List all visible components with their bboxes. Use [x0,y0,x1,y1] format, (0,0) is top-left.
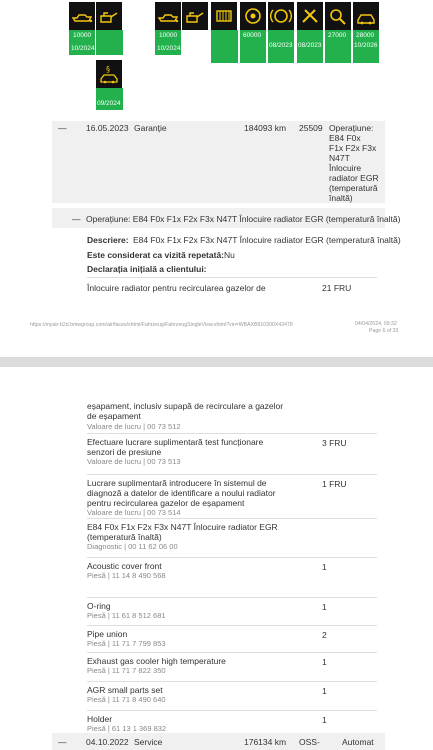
document-page-7 [0,367,433,750]
collapse-toggle[interactable]: — [58,123,67,133]
work-item-row [87,656,377,675]
repeat-visit-value: Nu [224,250,235,260]
work-item-qty: 1 FRU [322,479,347,489]
record-code-2: OSS- [299,737,320,747]
description-label: Descriere: [87,235,129,245]
work-item-line: Lucrare suplimentară introducere în sistemul de [87,478,267,488]
footer-url: https://myair-b2d.bmwgroup.com/air/faces/xhtml/Fahrzeug/FahrzeugSingleView.xhtml?vin=WBAXB910300X43478 [30,322,293,328]
work-item-qty: 2 [322,630,327,640]
work-item-qty: 1 [322,715,327,725]
row-divider [87,710,377,711]
record-description: Operațiune: E84 F0x F1x F2x F3x N47T Înlocuire radiator EGR (temperatură înaltă) [329,123,379,203]
work-item-code: Piesă | 61 13 1 369 832 [87,724,167,733]
work-item-line: AGR small parts set [87,685,163,695]
work-item-code: Piesă | 11 61 8 512 681 [87,611,166,620]
record-type: Garanție [134,123,167,133]
work-item-row [87,561,377,580]
work-item-qty: 1 [322,562,327,572]
work-item-qty: 21 FRU [322,283,352,293]
engine-oil-icon [69,2,95,30]
row-divider [87,474,377,475]
work-item-row [87,714,377,733]
air-filter-icon [211,2,237,30]
service-box-oil-3: 10000 10/2024 [155,30,181,55]
record-date-2: 04.10.2022 [86,737,129,747]
work-item-line: Pipe union [87,629,128,639]
service-box-oil-2 [96,30,123,55]
service-box-oil: 10000 10/2024 [69,30,95,55]
operation-toggle[interactable]: — [72,214,81,224]
work-item-code: Piesă | 11 71 8 490 640 [87,695,166,704]
work-item-qty: 1 [322,657,327,667]
service-box-tools: 08/2023 [297,30,323,63]
work-item-line: (temperatură înaltă) [87,532,162,542]
divider [87,277,377,278]
paragraph-car-icon [96,60,122,88]
work-item-row [87,685,377,704]
service-box-vehicle-check: 27000 [325,30,351,63]
work-item-line: senzori de presiune [87,447,162,457]
record-mileage-2: 176134 km [244,737,287,747]
work-item-qty: 1 [322,602,327,612]
work-item-code: Diagnostic | 00 11 62 06 00 [87,542,178,551]
service-box-air-filter [211,30,238,63]
work-item-qty: 3 FRU [322,438,347,448]
row-divider [87,625,377,626]
vehicle-check-icon [325,2,351,30]
service-box-brake-disc: 60000 [240,30,266,63]
row-divider [87,557,377,558]
row-divider [87,681,377,682]
footer-date: 04/04/2024, 09:32 [355,321,397,327]
operation-title: Operațiune: E84 F0x F1x F2x F3x N47T Înlocuire radiator EGR (temperatură înaltă) [86,214,401,224]
document-page-6 [0,0,433,357]
inspection-car-icon [353,2,379,30]
work-item-row [87,629,377,648]
repeat-visit-label: Este considerat ca vizită repetată: [87,250,225,260]
collapse-toggle-2[interactable]: — [58,737,67,747]
work-item-code: Piesă | 11 71 7 822 350 [87,666,166,675]
description-value: E84 F0x F1x F2x F3x N47T Înlocuire radiator EGR (temperatură înaltă) [133,235,401,245]
work-item-row [87,601,377,620]
row-divider [87,518,377,519]
work-item-code: Valoare de lucru | 00 73 514 [87,508,181,517]
service-box-inspection: 28000 10/2026 [353,30,379,63]
service-box-brake-pads: 08/2023 [268,30,294,63]
work-item-row [87,522,377,551]
work-item-code: Piesă | 11 71 7 799 853 [87,639,166,648]
record-date: 16.05.2023 [86,123,129,133]
oil-can-icon [182,2,208,30]
work-item-qty: 1 [322,686,327,696]
row-divider [87,597,377,598]
work-item-line: E84 F0x F1x F2x F3x N47T Înlocuire radiator EGR [87,522,278,532]
work-item-code: Piesă | 11 14 8 490 568 [87,571,166,580]
oil-can-icon [96,2,122,30]
brake-disc-icon [240,2,266,30]
engine-oil-icon [155,2,181,30]
work-item-line: Acoustic cover front [87,561,162,571]
work-item-line: Holder [87,714,113,724]
continued-sub: Valoare de lucru | 00 73 512 [87,422,181,431]
row-divider [87,433,377,434]
work-item-line: O-ring [87,601,111,611]
footer-page-number: Page 6 of 33 [369,328,399,334]
brake-pads-icon [268,2,294,30]
row-divider [87,652,377,653]
customer-declaration-label: Declarația inițială a clientului: [87,264,207,274]
record-type-2: Service [134,737,163,747]
work-item-line: Exhaust gas cooler high temperature [87,656,226,666]
record-code: 25509 [299,123,323,133]
work-item-line: diagnoză a datelor de identificare a noului radiator [87,488,276,498]
work-item-line: Efectuare lucrare suplimentară test funcționare [87,437,264,447]
work-item-text: Înlocuire radiator pentru recircularea gazelor de [87,283,266,293]
wrench-tools-icon [297,2,323,30]
work-item-line: pentru recircularea gazelor de eșapament [87,498,245,508]
continued-text: eșapament, inclusiv supapă de recirculare a gazelor de eșapament [87,401,284,421]
svg-text:§: § [106,65,110,74]
record-mileage: 184093 km [244,123,287,133]
legal-inspection-box: 09/2024 [96,88,123,110]
record-method-2: Automat [342,737,374,747]
work-item-code: Valoare de lucru | 00 73 513 [87,457,181,466]
